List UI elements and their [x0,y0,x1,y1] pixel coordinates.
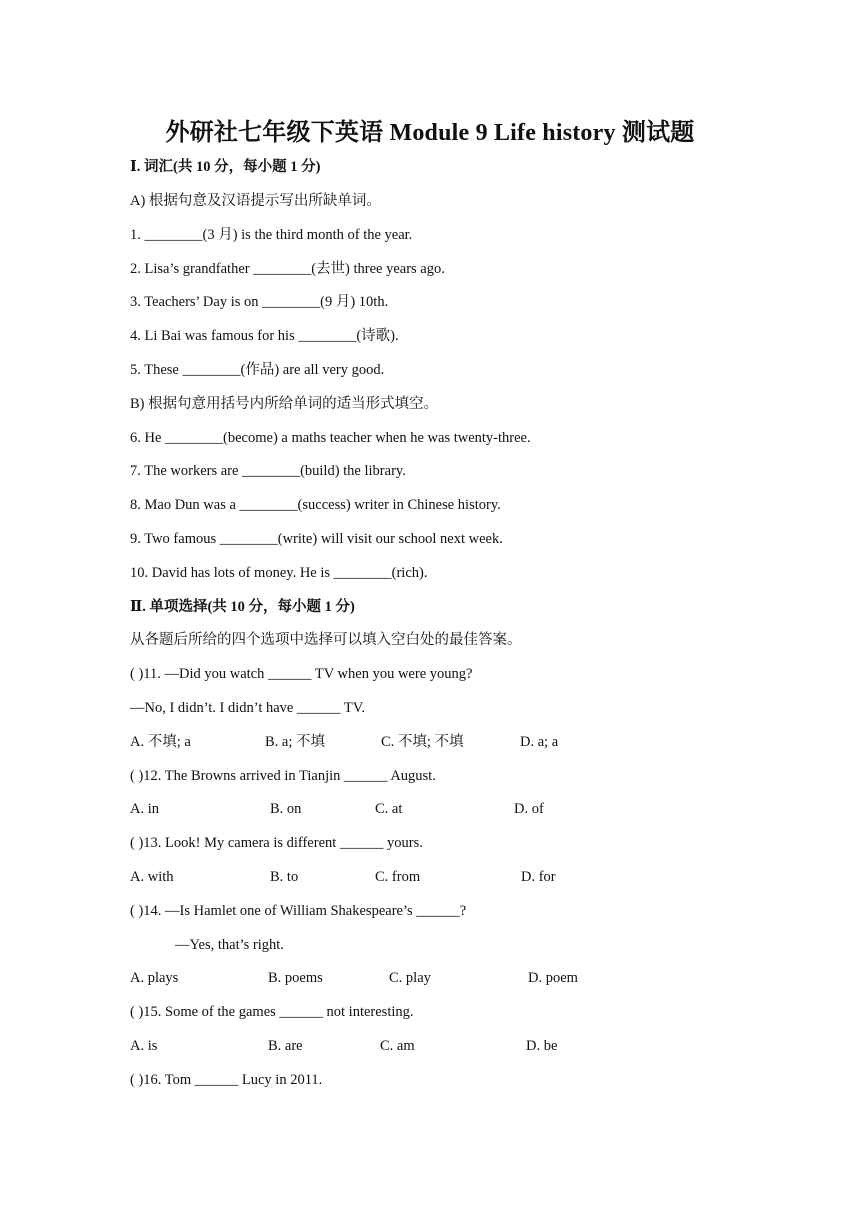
q12-option-b: B. on [270,801,302,817]
q11-option-c: C. 不填; 不填 [381,734,464,750]
vocab-item-1: 1. ________(3 月) is the third month of the year. [130,227,413,243]
q15-option-c: C. am [380,1038,415,1054]
q15-option-a: A. is [130,1038,158,1054]
vocab-item-2: 2. Lisa’s grandfather ________(去世) three years ago. [130,261,445,277]
question-12: ( )12. The Browns arrived in Tianjin ______ August. [130,768,436,784]
section1-heading: Ⅰ. 词汇(共 10 分，每小题 1 分) [130,159,321,175]
question-14: ( )14. —Is Hamlet one of William Shakespeare’s ______? [130,903,467,919]
q15-option-b: B. are [268,1038,303,1054]
q13-option-a: A. with [130,869,174,885]
question-11-reply: —No, I didn’t. I didn’t have ______ TV. [130,700,365,716]
section1-partA-instruction: A) 根据句意及汉语提示写出所缺单词。 [130,193,381,209]
q14-option-d: D. poem [528,970,578,986]
question-15: ( )15. Some of the games ______ not interesting. [130,1004,414,1020]
q13-option-b: B. to [270,869,299,885]
vocab-item-4: 4. Li Bai was famous for his ________(诗歌). [130,328,399,344]
q15-option-d: D. be [526,1038,558,1054]
page-title: 外研社七年级下英语 Module 9 Life history 测试题 [165,120,695,146]
q14-option-c: C. play [389,970,431,986]
vocab-item-8: 8. Mao Dun was a ________(success) writer in Chinese history. [130,497,501,513]
vocab-item-5: 5. These ________(作品) are all very good. [130,362,385,378]
q11-option-a: A. 不填; a [130,734,191,750]
q11-option-d: D. a; a [520,734,559,750]
q11-option-b: B. a; 不填 [265,734,326,750]
q12-option-d: D. of [514,801,544,817]
section1-partB-instruction: B) 根据句意用括号内所给单词的适当形式填空。 [130,396,439,412]
vocab-item-3: 3. Teachers’ Day is on ________(9 月) 10th. [130,294,389,310]
question-13: ( )13. Look! My camera is different ______ yours. [130,835,423,851]
section2-heading: Ⅱ. 单项选择(共 10 分，每小题 1 分) [130,599,355,615]
q13-option-c: C. from [375,869,421,885]
vocab-item-6: 6. He ________(become) a maths teacher when he was twenty‑three. [130,430,531,446]
q14-option-b: B. poems [268,970,323,986]
question-16: ( )16. Tom ______ Lucy in 2011. [130,1072,323,1088]
vocab-item-7: 7. The workers are ________(build) the library. [130,463,406,479]
section2-instruction: 从各题后所给的四个选项中选择可以填入空白处的最佳答案。 [130,632,522,648]
q14-option-a: A. plays [130,970,179,986]
vocab-item-10: 10. David has lots of money. He is ________(rich). [130,565,428,581]
question-14-reply: —Yes, that’s right. [175,937,284,953]
question-11: ( )11. —Did you watch ______ TV when you were young? [130,666,473,682]
q13-option-d: D. for [521,869,556,885]
q12-option-c: C. at [375,801,403,817]
vocab-item-9: 9. Two famous ________(write) will visit our school next week. [130,531,503,547]
q12-option-a: A. in [130,801,159,817]
